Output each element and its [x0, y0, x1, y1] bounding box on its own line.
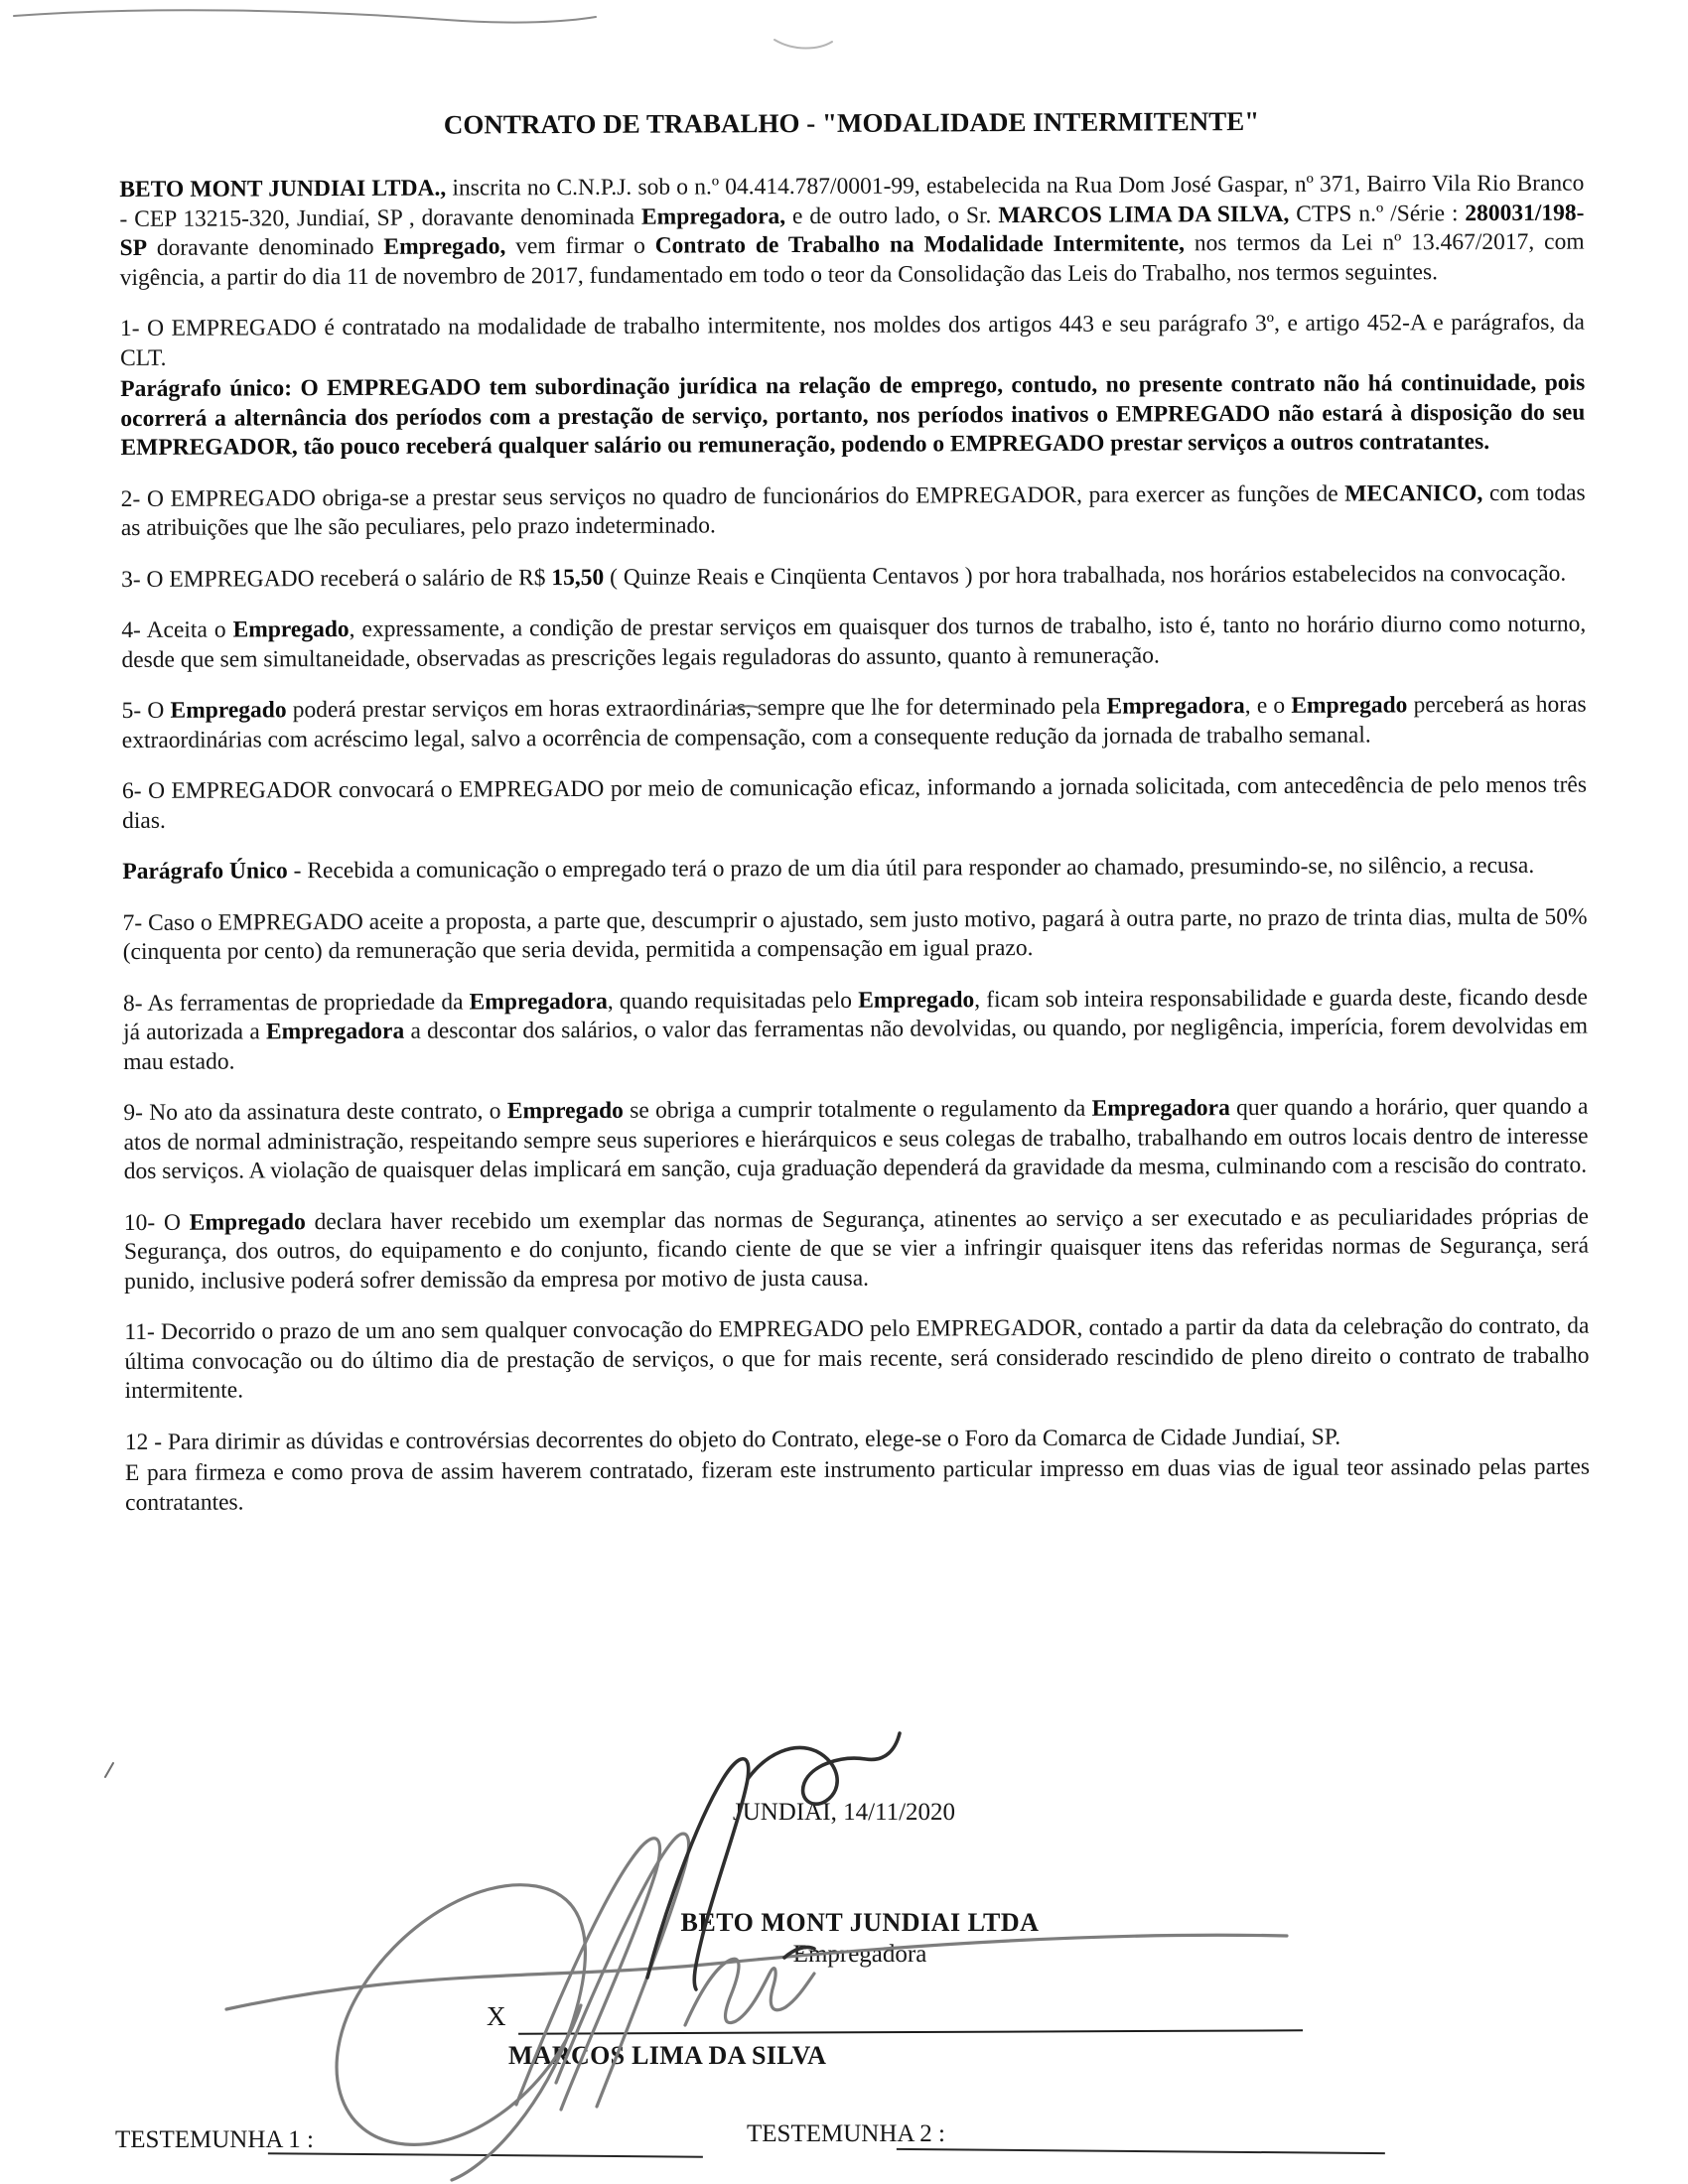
clause-5: 5- O Empregado poderá prestar serviços em horas extraordinárias, sempre que lhe for determinado pela Empregadora, e o Empregado perceberá as horas extraordinárias com acréscimo legal, salvo a ocorrência de compensação, com a consequente redução da jornada de trabalho semanal. [121, 691, 1587, 753]
clause-8: 8- As ferramentas de propriedade da Empregadora, quando requisitadas pelo Empregado, ficam sob inteira responsabilidade e guarda deste, ficando desde já autorizada a Empregadora a descontar dos salários, o valor das ferramentas não devolvidas, ou quando, por negligência, imperícia, forem devolvidas em mau estado. [122, 984, 1589, 1075]
clause-10: 10- O Empregado declara haver recebido um exemplar das normas de Segurança, atinentes ao serviço a ser executado e as peculiaridades próprias de Segurança, dos outros, do equipamento e do conjunto, ficando ciente de que se vier a infringir quaisquer itens das referidas normas de Segurança, será punido, inclusive poderá sofrer demissão da empresa por motivo de justa causa. [123, 1203, 1590, 1295]
witness-1-label: TESTEMUNHA 1 : [115, 2126, 314, 2153]
employer-name: BETO MONT JUNDIAI LTDA [680, 1908, 1040, 1937]
clause-6-paragrafo-unico: Parágrafo Único - Recebida a comunicação o empregado terá o prazo de um dia útil para responder ao chamado, presumindo-se, no silêncio, a recusa. [122, 852, 1535, 885]
clause-3: 3- O EMPREGADO receberá o salário de R$ 15,50 ( Quinze Reais e Cinqüenta Centavos ) por hora trabalhada, nos horários estabelecidos na convocação. [121, 560, 1567, 593]
intro-paragraph: BETO MONT JUNDIAI LTDA., inscrita no C.N.P.J. sob o n.º 04.414.787/0001-99, estabelecida na Rua Dom José Gaspar, nº 371, Bairro Vila Rio Branco - CEP 13215-320, Jundiaí, SP , doravante denominada Empregadora, e de outro lado, o Sr. MARCOS LIMA DA SILVA, CTPS n.º /Série : 280031/198-SP doravante denominado Empregado, vem firmar o Contrato de Trabalho na Modalidade Intermitente, nos termos da Lei nº 13.467/2017, com vigência, a partir do dia 11 de novembro de 2017, fundamentado em todo o teor da Consolidação das Leis do Trabalho, nos termos seguintes. [119, 170, 1585, 291]
clause-7: 7- Caso o EMPREGADO aceite a proposta, a parte que, descumprir o ajustado, sem justo motivo, pagará à outra parte, no prazo de trinta dias, multa de 50% (cinquenta por cento) da remuneração que seria devida, permitida a compensação em igual prazo. [122, 903, 1588, 965]
witness-1-signature-line [268, 2122, 703, 2157]
clause-2: 2- O EMPREGADO obriga-se a prestar seus serviços no quadro de funcionários do EMPREGADOR, para exercer as funções de MECANICO, com todas as atribuições que lhe são peculiares, pelo prazo indeterminado. [120, 479, 1586, 541]
clause-6: 6- O EMPREGADOR convocará o EMPREGADO por meio de comunicação eficaz, informando a jornada solicitada, com antecedência de pelo menos três dias. [121, 771, 1588, 834]
closing-paragraph: E para firmeza e como prova de assim haverem contratado, fizeram este instrumento particular impresso em duas vias de igual teor assinado pelas partes contratantes. [124, 1453, 1591, 1516]
employee-name: MARCOS LIMA DA SILVA [508, 2041, 827, 2070]
contract-body [119, 105, 1590, 1540]
witness-2-label: TESTEMUNHA 2 : [747, 2120, 945, 2147]
clause-1-paragrafo-unico: Parágrafo único: O EMPREGADO tem subordinação jurídica na relação de emprego, contudo, no presente contrato não há continuidade, pois ocorrerá a alternância dos períodos com a prestação de serviço, portanto, nos períodos inativos o EMPREGADO não estará à disposição do seu EMPREGADOR, tão pouco receberá qualquer salário ou remuneração, podendo o EMPREGADO prestar serviços a outros contratantes. [120, 369, 1586, 461]
clause-9: 9- No ato da assinatura deste contrato, o Empregado se obriga a cumprir totalmente o regulamento da Empregadora quer quando a horário, quer quando a atos de normal administração, respeitando sempre seus superiores e hierárquicos e seus colegas de trabalho, trabalhando em outros locais dentro de interesse dos serviços. A violação de quaisquer delas implicará em sanção, cuja graduação dependerá da gravidade da mesma, culminando com a rescisão do contrato. [123, 1093, 1589, 1184]
employer-signature-block [16, 1908, 1688, 1969]
employee-x-mark: X [487, 2001, 506, 2031]
document-title: CONTRATO DE TRABALHO - "MODALIDADE INTERMITENTE" [443, 105, 1260, 140]
witness-2-signature-line [897, 2116, 1385, 2154]
scan-artifact-top-line [14, 10, 832, 48]
clause-1: 1- O EMPREGADO é contratado na modalidade de trabalho intermitente, nos moldes dos artigos 443 e seu parágrafo 3º, e artigo 452-A e parágrafos, da CLT. [119, 309, 1585, 371]
employer-role-label: Empregadora [792, 1941, 927, 1968]
employee-signature-line [518, 1993, 1303, 2034]
clause-4: 4- Aceita o Empregado, expressamente, a condição de prestar serviços em quaisquer dos turnos de trabalho, isto é, tanto no horário diurno como noturno, desde que sem simultaneidade, observadas as prescrições legais reguladoras do assunto, quanto à remuneração. [121, 611, 1587, 673]
city-date-line: JUNDIAI, 14/11/2020 [732, 1799, 956, 1826]
clause-11: 11- Decorrido o prazo de um ano sem qualquer convocação do EMPREGADO pelo EMPREGADOR, contado a partir da data da celebração do contrato, da última convocação ou do último dia de prestação de serviços, o que for mais recente, será considerado rescindido de pleno direito o contrato de trabalho intermitente. [124, 1312, 1590, 1404]
clause-12: 12 - Para dirimir as dúvidas e controvérsias decorrentes do objeto do Contrato, elege-se o Foro da Comarca de Cidade Jundiaí, SP. [124, 1424, 1341, 1455]
